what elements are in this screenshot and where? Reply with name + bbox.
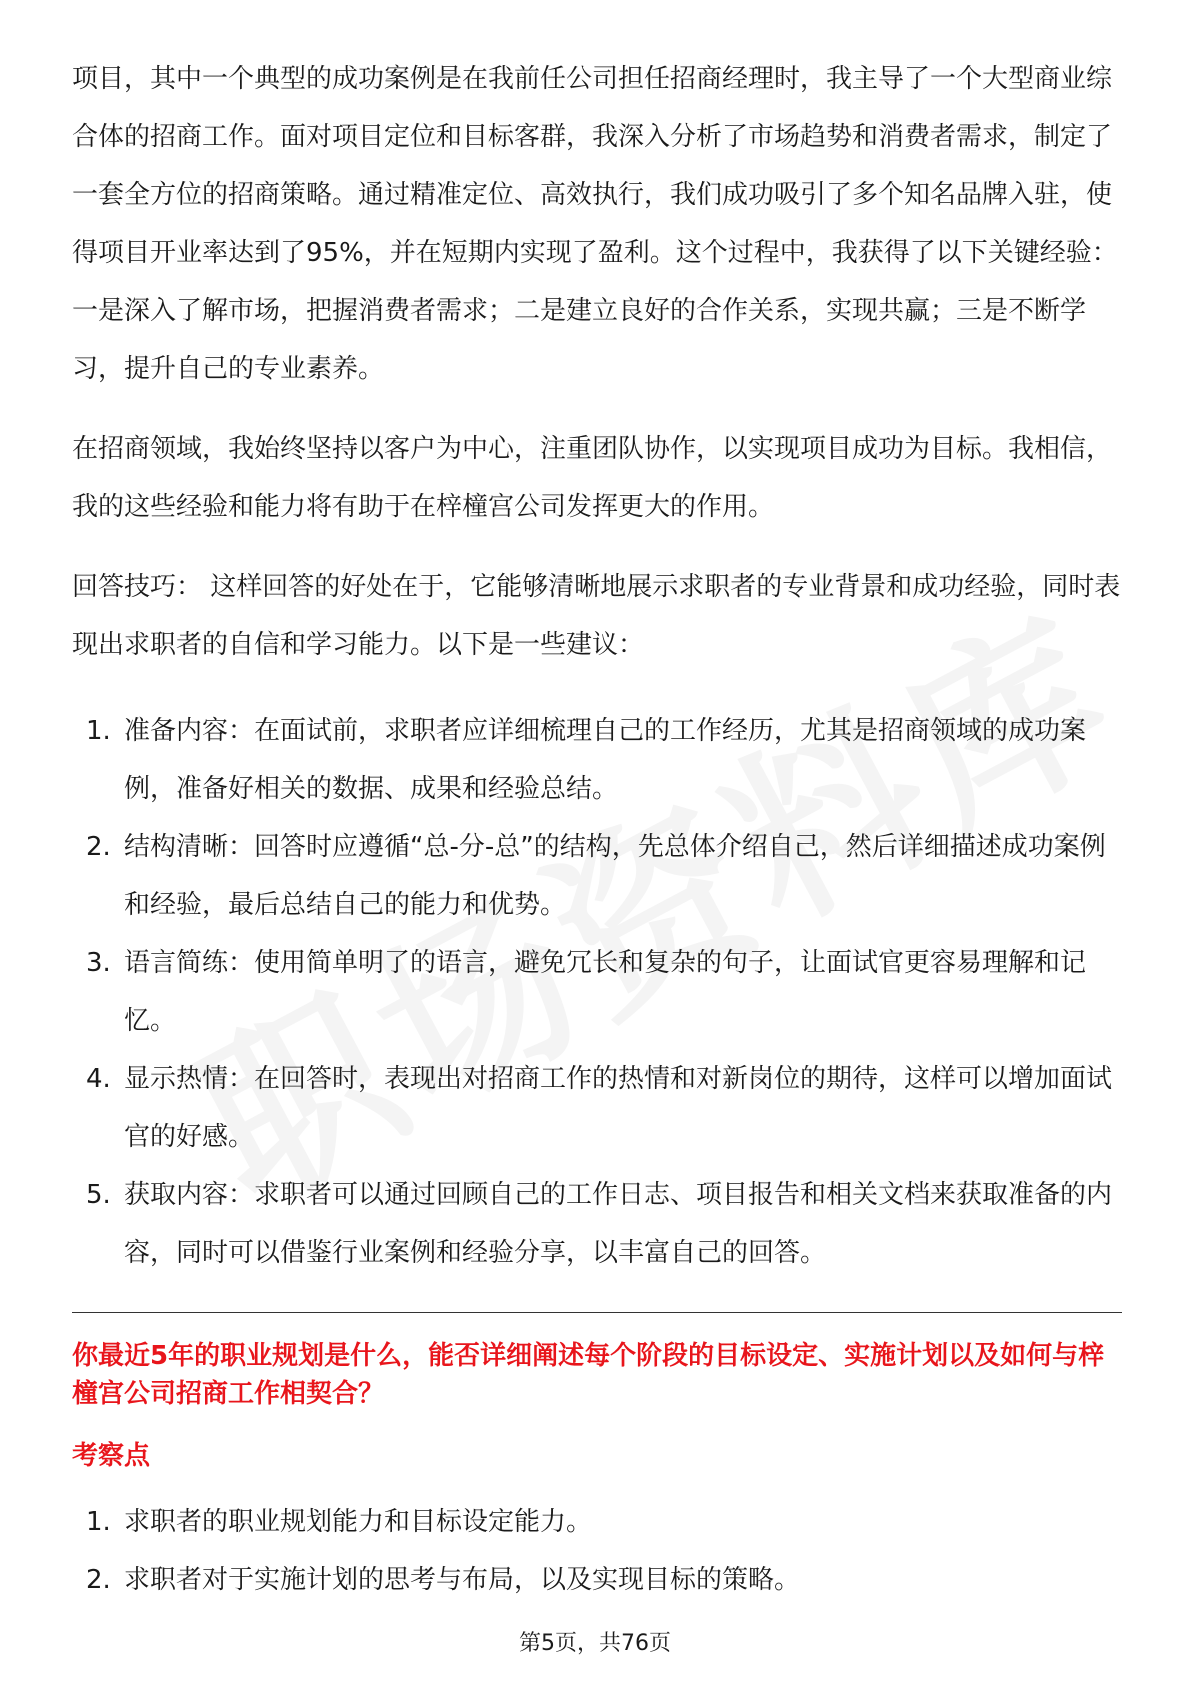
page-number: 第5页，共76页 xyxy=(519,1631,671,1656)
list-item xyxy=(72,1166,1122,1282)
list-item xyxy=(72,934,1122,1050)
list-number: 1. xyxy=(86,716,111,746)
answer-paragraph-1: 项目，其中一个典型的成功案例是在我前任公司担任招商经理时，我主导了一个大型商业综合体的招商工作。面对项目定位和目标客群，我深入分析了市场趋势和消费者需求，制定了一套全方位的招商策略。通过精准定位、高效执行，我们成功吸引了多个知名品牌入驻，使得项目开业率达到了95%，并在短期内实现了盈利。这个过程中，我获得了以下关键经验：一是深入了解市场，把握消费者需求；二是建立良好的合作关系，实现共赢；三是不断学习，提升自己的专业素养。 xyxy=(72,64,1118,384)
list-number: 4. xyxy=(86,1064,111,1094)
interview-question: 你最近5年的职业规划是什么，能否详细阐述每个阶段的目标设定、实施计划以及如何与梓橦宫公司招商工作相契合？ xyxy=(72,1341,1105,1409)
answer-tips-intro: 回答技巧： 这样回答的好处在于，它能够清晰地展示求职者的专业背景和成功经验，同时表现出求职者的自信和学习能力。以下是一些建议： xyxy=(72,572,1121,660)
section-divider xyxy=(72,1312,1122,1313)
section-heading: 考察点 xyxy=(72,1441,151,1471)
answer-paragraph-2: 在招商领域，我始终坚持以客户为中心，注重团队协作，以实现项目成功为目标。我相信，我的这些经验和能力将有助于在梓橦宫公司发挥更大的作用。 xyxy=(72,434,1113,522)
list-item-text: 准备内容：在面试前，求职者应详细梳理自己的工作经历，尤其是招商领域的成功案例，准备好相关的数据、成果和经验总结。 xyxy=(124,716,1087,804)
list-item-text: 求职者的职业规划能力和目标设定能力。 xyxy=(124,1507,593,1537)
list-item-text: 显示热情：在回答时，表现出对招商工作的热情和对新岗位的期待，这样可以增加面试官的好感。 xyxy=(124,1064,1113,1152)
assessment-points-list xyxy=(72,1493,1122,1609)
list-item-text: 求职者对于实施计划的思考与布局，以及实现目标的策略。 xyxy=(124,1565,801,1595)
list-number: 3. xyxy=(86,948,111,978)
list-item xyxy=(72,1551,1122,1609)
list-item xyxy=(72,702,1122,818)
list-item-text: 语言简练：使用简单明了的语言，避免冗长和复杂的句子，让面试官更容易理解和记忆。 xyxy=(124,948,1087,1036)
list-item-text: 获取内容：求职者可以通过回顾自己的工作日志、项目报告和相关文档来获取准备的内容，同时可以借鉴行业案例和经验分享，以丰富自己的回答。 xyxy=(124,1180,1113,1268)
document-body xyxy=(72,50,1122,1609)
list-item xyxy=(72,818,1122,934)
list-number: 5. xyxy=(86,1180,111,1210)
list-item xyxy=(72,1050,1122,1166)
list-number: 1. xyxy=(86,1507,111,1537)
list-item xyxy=(72,1493,1122,1551)
list-number: 2. xyxy=(86,832,111,862)
list-item-text: 结构清晰：回答时应遵循“总-分-总”的结构，先总体介绍自己，然后详细描述成功案例和经验，最后总结自己的能力和优势。 xyxy=(124,832,1106,920)
tips-list xyxy=(72,702,1122,1282)
list-number: 2. xyxy=(86,1565,111,1595)
